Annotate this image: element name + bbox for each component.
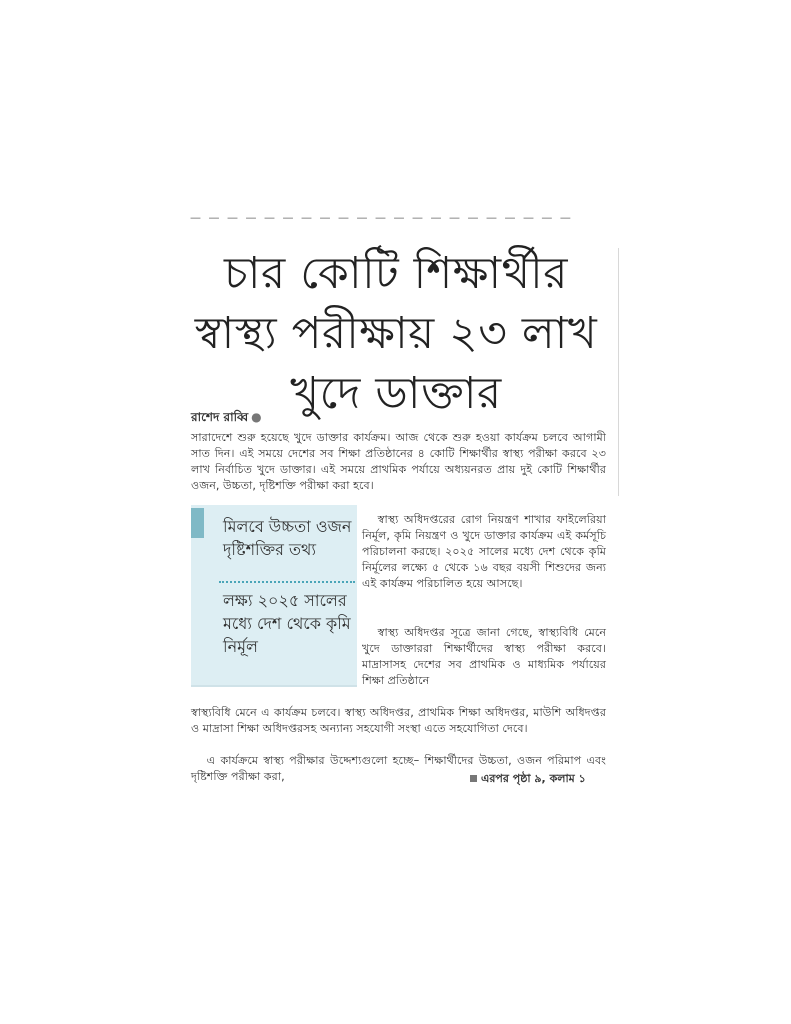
pull-quote-2: লক্ষ্য ২০২৫ সালের মধ্যে দেশ থেকে কৃমি নির্মূল: [223, 591, 351, 656]
full-width-paragraph: স্বাস্থ্যবিধি মেনে এ কার্যক্রম চলবে। স্বাস্থ্য অধিদপ্তর, প্রাথমিক শিক্ষা অধিদপ্তর, মাউশি অধিদপ্তর ও মাদ্রাসা শিক্ষা অধিদপ্তরসহ অন্যান্য সহযোগী সংস্থা এতে সহযোগিতা দেবে।: [191, 706, 606, 735]
column-paragraph-2: স্বাস্থ্য অধিদপ্তর সূত্রে জানা গেছে, স্বাস্থ্যবিধি মেনে খুদে ডাক্তাররা শিক্ষার্থীদের স্বাস্থ্য পরীক্ষা করবে। মাদ্রাসাসহ দেশের সব প্রাথমিক ও মাধ্যমিক পর্যায়ের শিক্ষা প্রতিষ্ঠানে: [362, 626, 606, 687]
headline: [186, 244, 606, 424]
headline-line-1: চার কোটি শিক্ষার্থীর: [224, 248, 568, 299]
byline-author: রাশেদ রাব্বি: [191, 410, 249, 424]
clipped-top-line: [190, 211, 620, 232]
jump-text: এরপর পৃষ্ঠা ৯, কলাম ১: [481, 772, 586, 785]
column-rule: [618, 248, 619, 496]
pull-quote-box: [191, 505, 357, 687]
clipped-top-text: — — — — — — — — — — — — — — — — — — — — —: [190, 211, 573, 224]
byline-dot-icon: ●: [251, 410, 262, 424]
byline: [191, 409, 262, 429]
column-paragraph-1: স্বাস্থ্য অধিদপ্তরের রোগ নিয়ন্ত্রণ শাখার ফাইলেরিয়া নির্মূল, কৃমি নিয়ন্ত্রণ ও খুদে ডাক্তার কার্যক্রম এই কর্মসূচি পরিচালনা করছে। ২০২৫ সালের মধ্যে দেশ থেকে কৃমি নির্মূলের লক্ষ্যে ৫ থেকে ১৬ বছর বয়সী শিশুদের জন্য এই কার্যক্রম পরিচালিত হয়ে আসছে।: [362, 513, 606, 590]
pull-quote-divider: [219, 581, 355, 583]
pull-quote-1: মিলবে উচ্চতা ওজন দৃষ্টিশক্তির তথ্য: [223, 517, 352, 559]
pull-quote-accent: [191, 508, 204, 538]
continued-on-jump: [470, 770, 586, 789]
headline-line-3: খুদে ডাক্তার: [290, 368, 502, 419]
lead-paragraph: সারাদেশে শুরু হয়েছে খুদে ডাক্তার কার্যক্রম। আজ থেকে শুরু হওয়া কার্যক্রম চলবে আগামী সাত দিন। এই সময়ে দেশের সব শিক্ষা প্রতিষ্ঠানের ৪ কোটি শিক্ষার্থীর স্বাস্থ্য পরীক্ষা করবে ২৩ লাখ নির্বাচিত খুদে ডাক্তার। এই সময়ে প্রাথমিক পর্যায়ে অধ্যয়নরত প্রায় দুই কোটি শিক্ষার্থীর ওজন, উচ্চতা, দৃষ্টিশক্তি পরীক্ষা করা হবে।: [191, 431, 606, 492]
headline-line-2: স্বাস্থ্য পরীক্ষায় ২৩ লাখ: [194, 308, 598, 359]
jump-square-icon: [470, 775, 477, 782]
closing-paragraph: এ কার্যক্রমে স্বাস্থ্য পরীক্ষার উদ্দেশ্যগুলো হচ্ছে– শিক্ষার্থীদের উচ্চতা, ওজন পরিমাপ এবং দৃষ্টিশক্তি পরীক্ষা করা,: [191, 754, 606, 783]
